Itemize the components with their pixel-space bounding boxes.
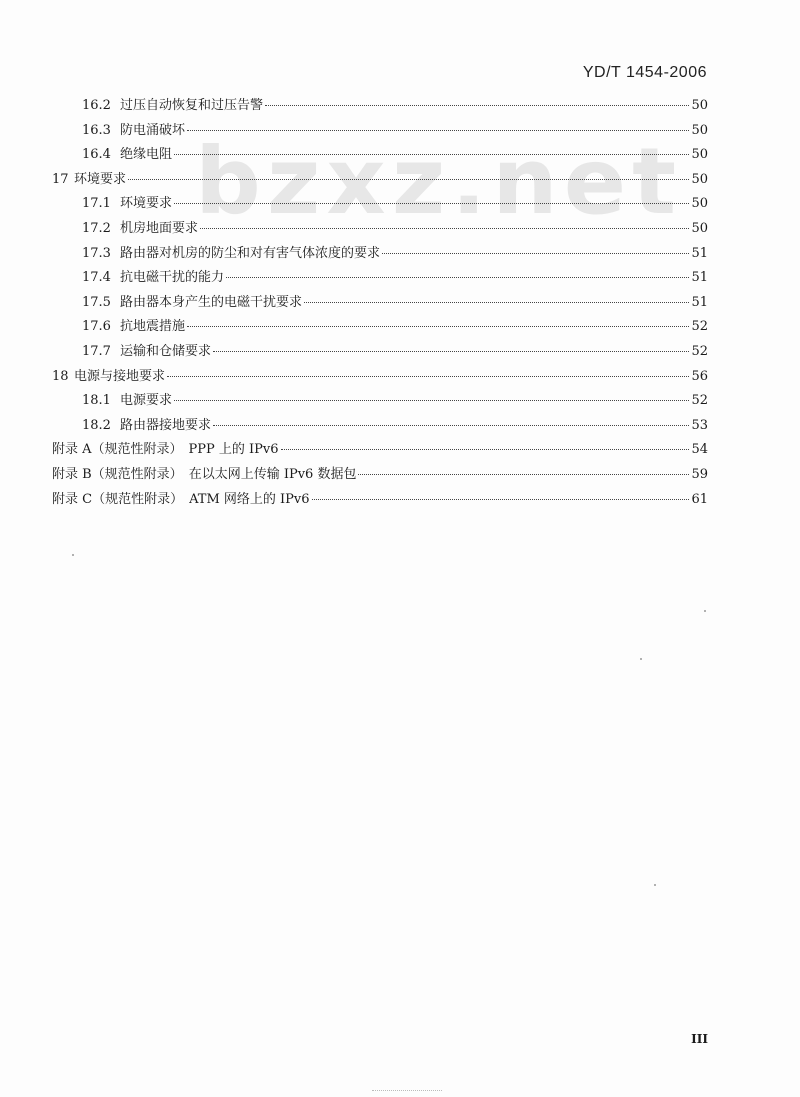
toc-entry-title: 路由器接地要求: [120, 417, 212, 433]
toc-entry[interactable]: [52, 463, 708, 485]
toc-entry-page: 51: [691, 270, 708, 286]
toc-entry[interactable]: [82, 266, 708, 288]
toc-entry-page: 54: [691, 442, 708, 458]
toc-entry-page: 51: [691, 245, 708, 261]
toc-entry-page: 50: [691, 98, 708, 113]
toc-entry-title: 防电涌破坏: [120, 122, 186, 138]
toc-leader-dots: [187, 326, 689, 327]
scan-speck: [704, 610, 706, 612]
toc-entry-number: 18: [52, 368, 69, 384]
toc-entry[interactable]: [52, 168, 708, 190]
toc-entry-page: 53: [691, 417, 708, 433]
toc-entry-number: 附录 A（规范性附录）: [52, 442, 183, 458]
toc-entry-number: 17.4: [82, 270, 111, 286]
toc-entry[interactable]: [82, 340, 708, 362]
document-code: YD/T 1454-2006: [582, 64, 707, 81]
toc-entry-page: 50: [691, 171, 708, 187]
toc-entry-page: 52: [691, 344, 708, 359]
toc-leader-dots: [174, 154, 689, 155]
toc-leader-dots: [213, 351, 689, 352]
toc-entry-number: 附录 B（规范性附录）: [52, 467, 183, 482]
toc-entry-number: 16.2: [82, 98, 111, 113]
toc-entry-title: 环境要求: [120, 196, 173, 212]
toc-entry-title: 路由器本身产生的电磁干扰要求: [120, 294, 303, 310]
toc-leader-dots: [281, 449, 690, 450]
toc-entry[interactable]: [82, 414, 708, 436]
toc-entry-number: 附录 C（规范性附录）: [52, 491, 184, 507]
toc-entry[interactable]: [82, 143, 708, 165]
toc-leader-dots: [174, 400, 689, 401]
toc-entry[interactable]: [52, 488, 708, 510]
toc-entry-page: 50: [691, 147, 708, 163]
toc-entry[interactable]: [82, 315, 708, 337]
toc-entry-number: 17: [52, 171, 69, 187]
toc-leader-dots: [382, 253, 689, 254]
toc-entry-page: 61: [691, 491, 708, 507]
toc-entry[interactable]: [82, 242, 708, 264]
toc-entry-page: 52: [691, 319, 708, 335]
page-number: III: [691, 1032, 708, 1046]
toc-entry-title: 抗地震措施: [120, 319, 186, 335]
toc-entry-number: 17.5: [82, 294, 111, 310]
toc-entry-title: ATM 网络上的 IPv6: [189, 491, 310, 507]
toc-entry[interactable]: [82, 217, 708, 239]
toc-entry-title: 抗电磁干扰的能力: [120, 270, 225, 286]
watermark: bzxz.net: [195, 128, 683, 235]
scan-speck: [72, 554, 74, 556]
toc-entry-title: 绝缘电阻: [120, 147, 173, 163]
toc-entry-title: 运输和仓储要求: [120, 344, 212, 359]
toc-leader-dots: [174, 203, 689, 204]
toc-entry-number: 17.3: [82, 245, 111, 261]
toc-entry-page: 50: [691, 122, 708, 138]
toc-leader-dots: [358, 474, 689, 475]
toc-entry-title: 路由器对机房的防尘和对有害气体浓度的要求: [120, 245, 381, 261]
toc-entry[interactable]: [82, 291, 708, 313]
toc-entry-number: 17.2: [82, 221, 111, 236]
toc-entry-number: 18.1: [82, 393, 111, 409]
toc-leader-dots: [226, 277, 689, 278]
toc-leader-dots: [304, 302, 689, 303]
toc-leader-dots: [200, 228, 689, 229]
toc-entry-title: 环境要求: [74, 171, 127, 187]
toc-entry-number: 17.1: [82, 196, 111, 212]
toc-entry-page: 50: [691, 221, 708, 236]
toc-entry-number: 17.7: [82, 344, 111, 359]
toc-leader-dots: [312, 499, 690, 500]
toc-entry-page: 52: [691, 393, 708, 409]
toc-entry-number: 17.6: [82, 319, 111, 335]
toc-leader-dots: [213, 425, 689, 426]
toc-entry-page: 51: [691, 294, 708, 310]
toc-entry-page: 56: [691, 368, 708, 384]
toc-entry-number: 16.4: [82, 147, 111, 163]
toc-leader-dots: [128, 179, 689, 180]
toc-entry[interactable]: [82, 192, 708, 214]
scan-smudge: [372, 1087, 442, 1091]
toc-entry[interactable]: [82, 119, 708, 141]
toc-leader-dots: [167, 376, 689, 377]
toc-leader-dots: [265, 105, 689, 106]
toc-entry-title: PPP 上的 IPv6: [188, 442, 279, 458]
scan-speck: [640, 658, 642, 660]
toc-entry[interactable]: [82, 94, 708, 116]
toc-entry[interactable]: [52, 438, 708, 460]
toc-entry-title: 机房地面要求: [120, 221, 199, 236]
scan-speck: [654, 884, 656, 886]
toc-entry-title: 电源要求: [120, 393, 173, 409]
toc-entry-number: 16.3: [82, 122, 111, 138]
toc-entry-page: 59: [691, 467, 708, 482]
toc-entry-title: 在以太网上传输 IPv6 数据包: [188, 467, 357, 482]
toc-leader-dots: [187, 130, 689, 131]
toc-entry-title: 电源与接地要求: [74, 368, 166, 384]
toc-entry-number: 18.2: [82, 417, 111, 433]
toc-entry-page: 50: [691, 196, 708, 212]
toc-entry[interactable]: [82, 389, 708, 411]
toc-entry[interactable]: [52, 365, 708, 387]
toc-entry-title: 过压自动恢复和过压告警: [120, 98, 264, 113]
